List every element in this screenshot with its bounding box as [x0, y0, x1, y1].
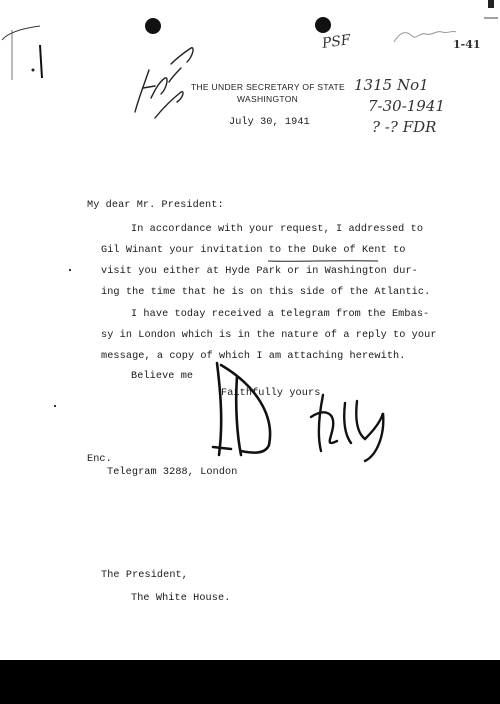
- speck: [54, 405, 56, 407]
- paragraph-1-line-3: visit you either at Hyde Park or in Washington dur-: [101, 266, 418, 277]
- enclosure-label: Enc.: [87, 454, 112, 465]
- handwritten-signature-top: [390, 26, 460, 48]
- paragraph-1-line-4: ing the time that he is on this side of the Atlantic.: [101, 287, 431, 298]
- paragraph-2-line-2: sy in London which is in the nature of a reply to your: [101, 330, 437, 341]
- scan-bottom-bar: [0, 660, 500, 704]
- corner-mark: [484, 0, 500, 40]
- file-ref: ? -? FDR: [372, 118, 437, 136]
- paragraph-2-line-3: message, a copy of which I am attaching herewith.: [101, 351, 406, 362]
- salutation: My dear Mr. President:: [87, 200, 224, 211]
- letter-date: July 30, 1941: [229, 117, 310, 128]
- enclosure-item: Telegram 3288, London: [107, 467, 238, 478]
- paragraph-1-line-1: In accordance with your request, I addressed to: [131, 224, 424, 235]
- paragraph-2-line-1: I have today received a telegram from the Embas-: [131, 309, 430, 320]
- letterhead-title: THE UNDER SECRETARY OF STATE: [191, 82, 346, 92]
- signature: [205, 355, 415, 465]
- top-right-code: 1-41: [453, 38, 481, 51]
- closing-believe-me: Believe me: [131, 371, 194, 382]
- file-date: 7-30-1941: [368, 97, 445, 115]
- paragraph-1-line-2: Gil Winant your invitation to the Duke of Kent to: [101, 245, 406, 256]
- psf-stamp: PSF: [321, 32, 352, 52]
- file-code: 1315 No1: [354, 76, 429, 94]
- punch-hole-right: [315, 17, 331, 33]
- handwritten-underline: [266, 258, 381, 264]
- speck: [69, 269, 71, 271]
- scan-edge-marks: [0, 0, 60, 120]
- punch-hole-left: [145, 18, 161, 34]
- addressee-line-1: The President,: [101, 570, 188, 581]
- addressee-line-2: The White House.: [131, 593, 231, 604]
- letterhead-city: WASHINGTON: [237, 94, 299, 104]
- closing-faithfully: Faithfully yours,: [221, 388, 327, 399]
